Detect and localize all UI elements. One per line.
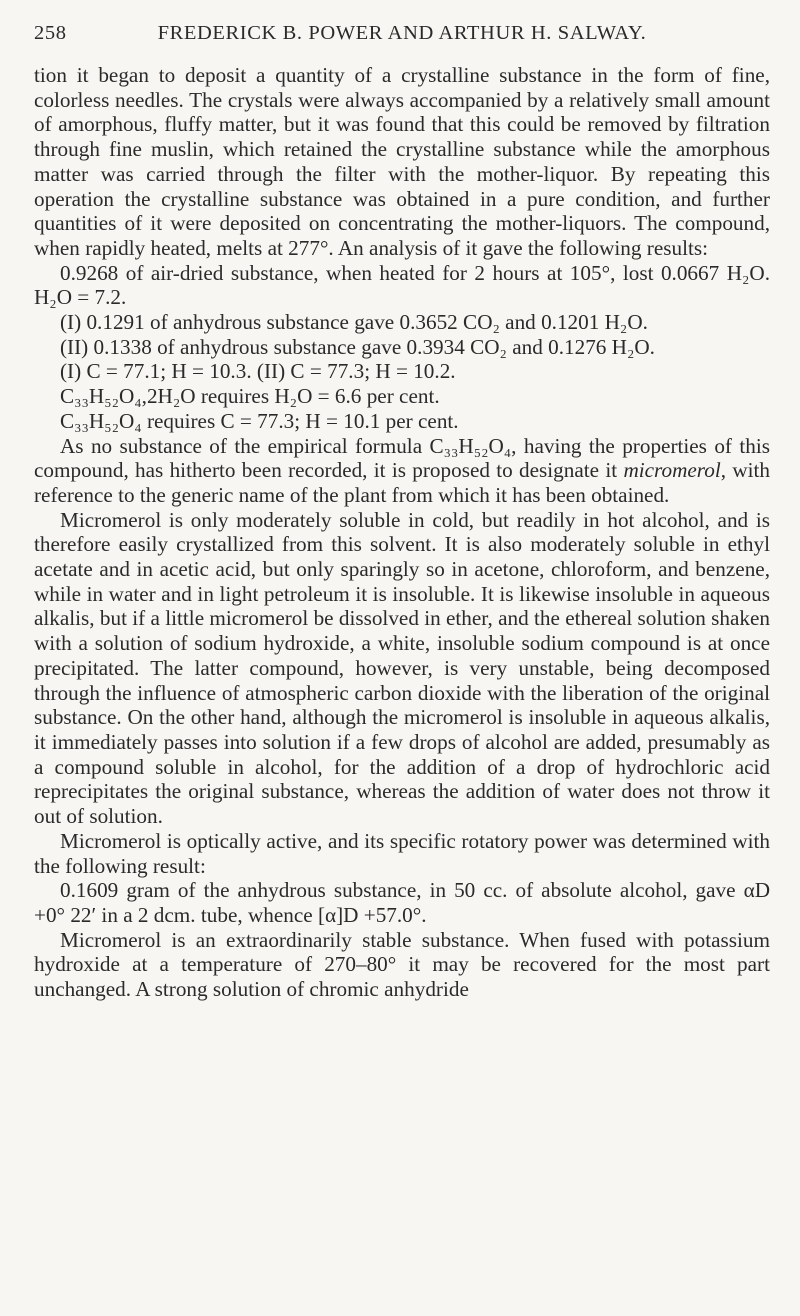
running-head xyxy=(34,22,770,45)
paragraph-rotation-measurement: 0.1609 gram of the anhydrous substance, in 50 cc. of absolute alcohol, gave αD +0° 22′ in a 2 dcm. tube, whence [α]D +57.0°. xyxy=(34,878,770,927)
paragraph-optical-activity: Micromerol is optically active, and its specific rotatory power was determined with the following result: xyxy=(34,828,770,878)
running-title: FREDERICK B. POWER AND ARTHUR H. SALWAY. xyxy=(157,22,647,44)
paragraph-dehydration: 0.9268 of air-dried substance, when heated for 2 hours at 105°, lost 0.0667 H₂O. H₂O = 7.2. xyxy=(34,260,770,310)
paragraph-1: tion it began to deposit a quantity of a crystalline substance in the form of fine, colorless needles. The crystals were always accompanied by a relatively small amount of amorphous, fluffy matter, but it was found that this could be removed by filtration through fine muslin, which retained the crystalline substance while the amorphous matter was carried through the filter with the mother-liquor. By repeating this operation the crystalline substance was obtained in a pure condition, and further quantities of it were deposited on concentrating the mother-liquors. The compound, when rapidly heated, melts at 277°. An analysis of it gave the following results: xyxy=(34,63,770,260)
paragraph-requires-carbon: C₃₃H₅₂O₄ requires C = 77.3; H = 10.1 per cent. xyxy=(60,408,459,433)
paragraph-analysis-1: (I) 0.1291 of anhydrous substance gave 0.3652 CO₂ and 0.1201 H₂O. xyxy=(60,310,648,335)
coined-name: micromerol xyxy=(623,458,721,483)
paragraph-analysis-results: (I) C = 77.1; H = 10.3. (II) C = 77.3; H = 10.2. xyxy=(60,359,456,384)
document-body xyxy=(34,63,770,1002)
page-number: 258 xyxy=(34,22,67,44)
paragraph-solubility: Micromerol is only moderately soluble in cold, but readily in hot alcohol, and is therefore easily crystallized from this solvent. It is also moderately soluble in ethyl acetate and in acetic acid, but only sparingly so in acetone, chloroform, and benzene, while in water and in light petroleum it is insoluble. It is likewise insoluble in aqueous alkalis, but if a little micromerol be dissolved in ether, and the ethereal solution shaken with a solution of sodium hydroxide, a white, insoluble sodium compound is at once precipitated. The latter compound, however, is very unstable, being decomposed through the influence of atmospheric carbon dioxide with the liberation of the original substance. On the other hand, although the micromerol is insoluble in aqueous alkalis, it immediately passes into solution if a few drops of alcohol are added, presumably as a compound soluble in alcohol, for the addition of a drop of hydrochloric acid reprecipitates the original substance, whereas the addition of water does not throw it out of solution. xyxy=(34,507,770,829)
paragraph-naming: As no substance of the empirical formula C₃₃H₅₂O₄, having the properties of this compound, has hitherto been recorded, it is proposed to designate it micromerol, with reference to the generic name of the plant from which it has been obtained. xyxy=(34,433,770,507)
paragraph-requires-water: C₃₃H₅₂O₄,2H₂O requires H₂O = 6.6 per cent. xyxy=(60,384,440,409)
paragraph-analysis-2: (II) 0.1338 of anhydrous substance gave 0.3934 CO₂ and 0.1276 H₂O. xyxy=(60,334,655,359)
paragraph-stability: Micromerol is an extraordinarily stable substance. When fused with potassium hydroxide at a temperature of 270–80° it may be recovered for the most part unchanged. A strong solution of chromic anhydride xyxy=(34,927,770,1002)
